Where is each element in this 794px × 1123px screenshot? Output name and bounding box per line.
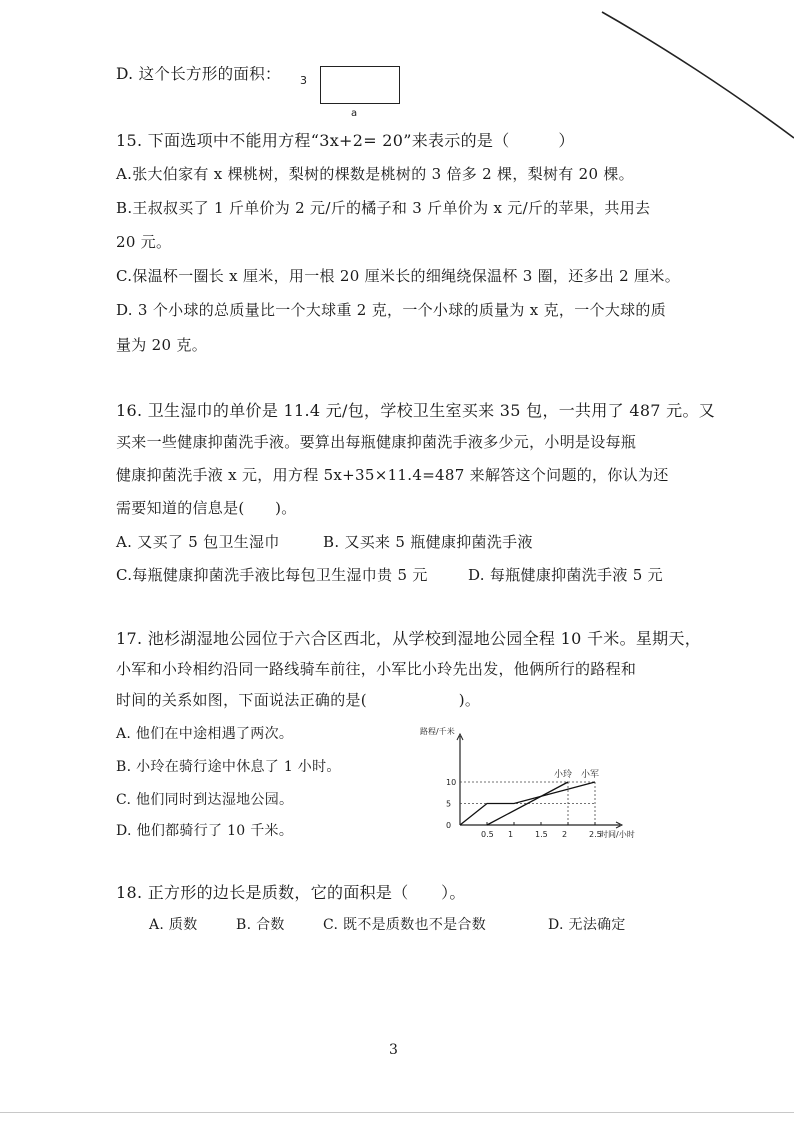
q16-stem-line3: 健康抑菌洗手液 x 元，用方程 5x+35×11.4=487 来解答这个问题的，你认为还	[116, 466, 669, 484]
q17-option-d: D. 他们都骑行了 10 千米。	[116, 823, 294, 839]
y-tick-label-0: 0	[446, 821, 452, 830]
q16-option-b: B. 又买来 5 瓶健康抑菌洗手液	[323, 533, 533, 551]
scan-stroke	[590, 0, 794, 140]
q17-stem-line1: 17. 池杉湖湿地公园位于六合区西北，从学校到湿地公园全程 10 千米。星期天，	[116, 629, 702, 648]
page-number: 3	[389, 1042, 399, 1058]
q18-stem: 18. 正方形的边长是质数，它的面积是（ ）。	[116, 883, 466, 902]
q18-option-b: B. 合数	[236, 917, 285, 933]
distance-time-chart	[420, 722, 660, 847]
q15-option-d: D. 3 个小球的总质量比一个大球重 2 克，一个小球的质量为 x 克，一个大球的质	[116, 301, 667, 319]
q15-option-b-cont: 20 元。	[116, 233, 172, 251]
q17-stem-line2: 小军和小玲相约沿同一路线骑车前往，小军比小玲先出发，他俩所行的路程和	[116, 660, 637, 678]
q16-stem-line2: 买来一些健康抑菌洗手液。要算出每瓶健康抑菌洗手液多少元，小明是设每瓶	[116, 433, 637, 451]
q16-option-d: D. 每瓶健康抑菌洗手液 5 元	[468, 566, 663, 584]
page-bottom-divider	[0, 1112, 794, 1113]
q16-option-a: A. 又买了 5 包卫生湿巾	[116, 533, 280, 551]
y-axis-title: 路程/千米	[420, 727, 455, 736]
q15-option-b: B.王叔叔买了 1 斤单价为 2 元/斤的橘子和 3 斤单价为 x 元/斤的苹果，共用去	[116, 199, 651, 217]
chart-axes	[457, 734, 622, 828]
q16-stem-line1: 16. 卫生湿巾的单价是 11.4 元/包，学校卫生室买来 35 包，一共用了 487 元。又	[116, 401, 716, 420]
q17-option-c: C. 他们同时到达湿地公园。	[116, 792, 294, 808]
q17-stem-line3: 时间的关系如图，下面说法正确的是( )。	[116, 691, 481, 709]
q15-stem: 15. 下面选项中不能用方程“3x+2= 20”来表示的是（ ）	[116, 131, 575, 150]
q14-option-d: D. 这个长方形的面积：	[116, 65, 281, 83]
rect-width-label: a	[351, 108, 358, 119]
series-label-1: 小玲	[554, 770, 573, 780]
x-tick-label-3: 2	[562, 830, 568, 839]
q18-option-c: C. 既不是质数也不是合数	[323, 917, 487, 933]
x-axis-title: 时间/小时	[600, 830, 635, 839]
q18-option-d: D. 无法确定	[548, 917, 626, 933]
x-tick-label-0: 0.5	[481, 830, 494, 839]
series-label-0: 小军	[581, 770, 600, 780]
q17-option-b: B. 小玲在骑行途中休息了 1 小时。	[116, 759, 341, 775]
x-tick-label-4: 2.5	[589, 830, 602, 839]
x-tick-label-2: 1.5	[535, 830, 548, 839]
y-tick-label-2: 10	[446, 778, 457, 787]
q17-option-a: A. 他们在中途相遇了两次。	[116, 726, 294, 742]
q15-option-a: A.张大伯家有 x 棵桃树，梨树的棵数是桃树的 3 倍多 2 棵，梨树有 20 棵。	[116, 165, 634, 183]
rectangle-figure	[320, 66, 400, 104]
rect-height-label: 3	[300, 74, 307, 87]
chart-labels	[420, 726, 635, 839]
q15-option-d-cont: 量为 20 克。	[116, 336, 208, 354]
x-tick-label-1: 1	[508, 830, 514, 839]
q16-option-c: C.每瓶健康抑菌洗手液比每包卫生湿巾贵 5 元	[116, 566, 428, 584]
q18-option-a: A. 质数	[149, 917, 198, 933]
q15-option-c: C.保温杯一圈长 x 厘米，用一根 20 厘米长的细绳绕保温杯 3 圈，还多出 2 厘米。	[116, 267, 680, 285]
q16-stem-line4: 需要知道的信息是( )。	[116, 499, 297, 517]
y-tick-label-1: 5	[446, 799, 452, 809]
